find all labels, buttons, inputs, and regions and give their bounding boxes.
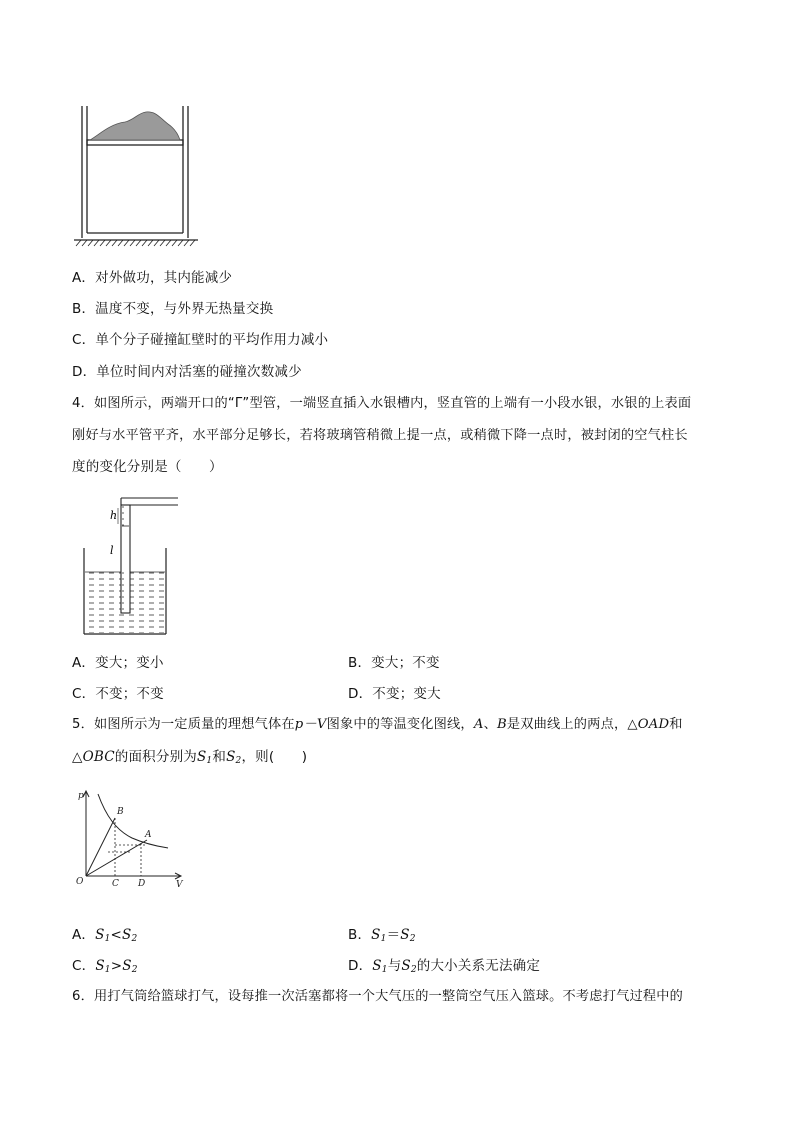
q4-option-d: D．不变；变大: [348, 686, 441, 702]
q4-option-a: A．变大；变小: [72, 655, 164, 671]
sand-pile: [90, 112, 180, 140]
gamma-tube-figure: [78, 492, 198, 642]
q3-option-d: D．单位时间内对活塞的碰撞次数减少: [72, 364, 302, 380]
q5-option-a: A．$S_1<S_2$: [72, 927, 138, 944]
q3-option-a: A．对外做功，其内能减少: [72, 270, 233, 286]
svg-text:A: A: [145, 830, 152, 840]
q3-option-c: C．单个分子碰撞缸壁时的平均作用力减小: [72, 332, 329, 348]
svg-text:O: O: [76, 877, 84, 887]
q4-option-c: C．不变；不变: [72, 686, 164, 702]
svg-text:V: V: [176, 880, 183, 890]
q5-stem-line2: △OBC的面积分别为$S_1$和$S_2$，则( ): [72, 749, 308, 766]
svg-text:C: C: [112, 879, 119, 889]
svg-text:B: B: [117, 807, 124, 817]
pv-isotherm-figure: [72, 788, 197, 888]
label-l: l: [110, 544, 114, 557]
svg-text:D: D: [138, 879, 146, 889]
q3-option-b: B．温度不变，与外界无热量交换: [72, 301, 274, 317]
q5-option-b: B．$S_1=S_2$: [348, 927, 416, 944]
q4-option-b: B．变大；不变: [348, 655, 440, 671]
label-h: h: [110, 509, 118, 522]
q6-stem-line1: 6．用打气筒给篮球打气，设每推一次活塞都将一个大气压的一整筒空气压入篮球。不考虑打气过程中的: [72, 989, 684, 1004]
q4-stem-line2: 刚好与水平管平齐，水平部分足够长，若将玻璃管稍微上提一点，或稍微下降一点时，被封闭的空气柱长: [72, 428, 688, 443]
cylinder-piston-figure: [70, 100, 200, 250]
q4-stem-line1: 4．如图所示，两端开口的“Γ”型管，一端竖直插入水银槽内，竖直管的上端有一小段水银，水银的上表面: [72, 396, 692, 411]
q5-option-d: D．$S_1$与$S_2$的大小关系无法确定: [348, 958, 541, 975]
q5-option-c: C．$S_1>S_2$: [72, 958, 138, 975]
q4-stem-line3: 度的变化分别是（ ）: [72, 459, 223, 475]
q5-stem-line1: 5．如图所示为一定质量的理想气体在p－V图象中的等温变化图线，A、B是双曲线上的两点，△OAD和: [72, 717, 683, 732]
svg-text:p: p: [78, 791, 84, 801]
